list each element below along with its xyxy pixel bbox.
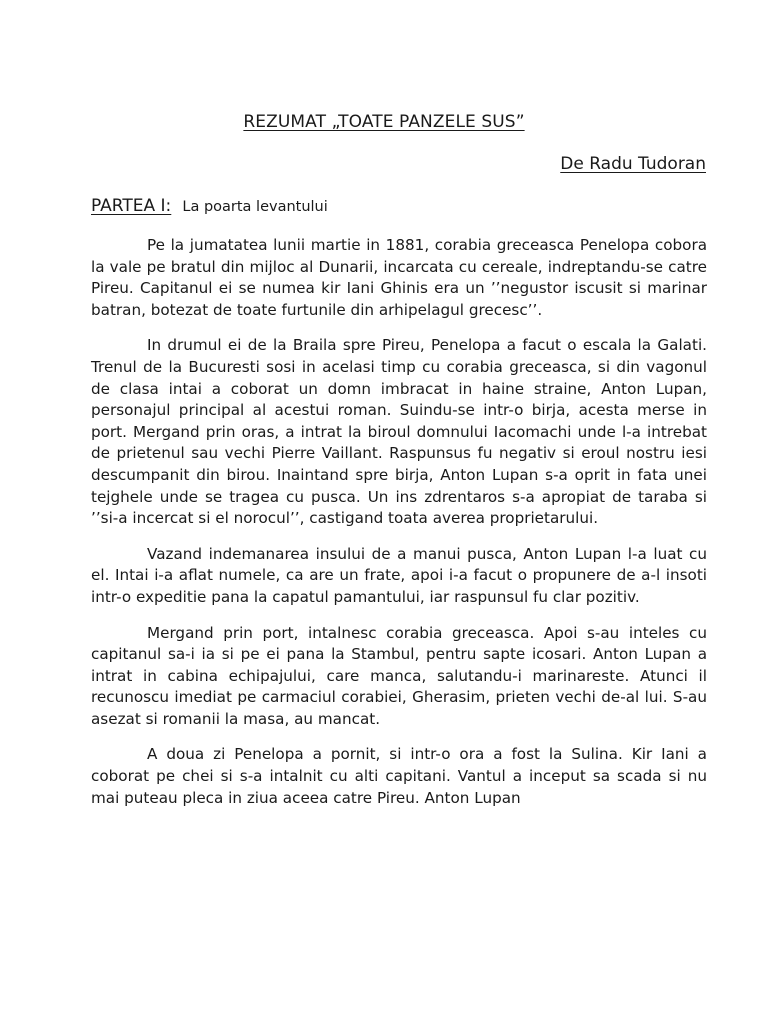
paragraph-5: A doua zi Penelopa a pornit, si intr-o ora a fost la Sulina. Kir Iani a coborat pe chei si s-a intalnit cu alti capitani. Vantul a inceput sa scada si nu mai puteau pleca in ziua aceea catre Pireu. Anton Lupan [91, 745, 707, 807]
paragraph-3: Vazand indemanarea insului de a manui pusca, Anton Lupan l-a luat cu el. Intai i-a aflat numele, ca are un frate, apoi i-a facut o propunere de a-l insoti intr-o expeditie pana la capatul pamantului, iar raspunsul fu clar pozitiv. [91, 544, 707, 606]
document-title: REZUMAT „TOATE PANZELE SUS” [243, 112, 525, 132]
part-label: PARTEA I: [91, 196, 172, 216]
body-text [91, 235, 707, 823]
paragraph-2: In drumul ei de la Braila spre Pireu, Penelopa a facut o escala la Galati. Trenul de la Bucuresti sosi in acelasi timp cu corabia greceasca, si din vagonul de clasa intai a coborat un domn imbracat in haine straine, Anton Lupan, personajul principal al acestui roman. Suindu-se intr-o birja, acesta merse in port. Mergand prin oras, a intrat la biroul domnului Iacomachi unde l-a intrebat de prietenul sau vechi Pierre Vaillant. Raspunsus fu negativ si eroul nostru iesi descumpanit din birou. Inaintand spre birja, Anton Lupan s-a oprit in fata unei tejghele unde se tragea cu pusca. Un ins zdrentaros s-a apropiat de taraba si ’’si-a incercat si el norocul’’, castigand toata averea proprietarului. [91, 336, 707, 528]
paragraph-1: Pe la jumatatea lunii martie in 1881, corabia greceasca Penelopa cobora la vale pe bratul din mijloc al Dunarii, incarcata cu cereale, indreptandu-se catre Pireu. Capitanul ei se numea kir Iani Ghinis era un ’’negustor iscusit si marinar batran, botezat de toate furtunile din arhipelagul grecesc’’. [91, 236, 707, 319]
part-heading [91, 196, 328, 216]
paragraph-4: Mergand prin port, intalnesc corabia greceasca. Apoi s-au inteles cu capitanul sa-i ia si pe ei pana la Stambul, pentru sapte icosari. Anton Lupan a intrat in cabina echipajului, care manca, salutandu-i marinareste. Atunci il recunoscu imediat pe carmaciul corabiei, Gherasim, prieten vechi de-al lui. S-au asezat si romanii la masa, au mancat. [91, 623, 707, 728]
part-subtitle: La poarta levantului [182, 199, 328, 215]
document-author: De Radu Tudoran [560, 154, 706, 174]
